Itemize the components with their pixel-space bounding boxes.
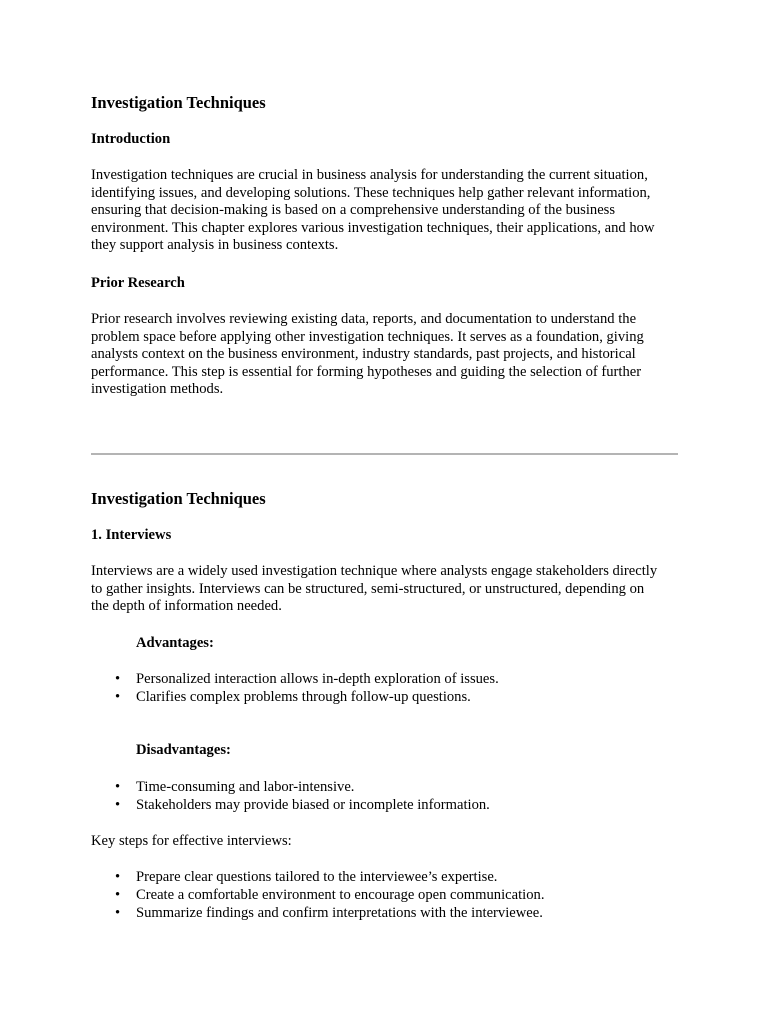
introduction-heading: Introduction [91,131,171,147]
section-title: Investigation Techniques [91,93,266,112]
prior-research-heading: Prior Research [91,275,185,291]
paragraph-line: to gather insights. Interviews can be structured, semi-structured, or unstructured, depending on [91,580,645,597]
section-title: Investigation Techniques [91,489,266,508]
prior-research-paragraph [91,311,681,399]
bullet-icon: • [115,779,121,795]
introduction-paragraph [91,167,681,255]
bullet-icon: • [115,688,121,705]
list-item: • Create a comfortable environment to encourage open communication. [115,886,545,903]
paragraph-line: the depth of information needed. [91,598,282,615]
list-item: • Stakeholders may provide biased or incomplete information. [115,796,490,813]
bullet-icon: • [115,671,121,687]
paragraph-line: environment. This chapter explores various investigation techniques, their applications, and how [91,219,655,236]
list-item: • Summarize findings and confirm interpretations with the interviewee. [115,904,543,921]
paragraph-line: they support analysis in business contexts. [91,237,339,254]
list-item: • Prepare clear questions tailored to the interviewee’s expertise. [115,869,498,885]
interviews-paragraph [91,563,681,616]
key-steps-intro: Key steps for effective interviews: [91,833,292,849]
horizontal-divider [91,453,678,455]
paragraph-line: problem space before applying other investigation techniques. It serves as a foundation, giving [91,328,644,345]
paragraph-line: identifying issues, and developing solutions. These techniques help gather relevant information, [91,184,651,201]
list-item: • Personalized interaction allows in-depth exploration of issues. [115,671,499,687]
bullet-icon: • [115,869,121,885]
interviews-heading: 1. Interviews [91,527,172,543]
paragraph-line: Investigation techniques are crucial in business analysis for understanding the current situation, [91,167,648,183]
list-item: • Time-consuming and labor-intensive. [115,779,355,795]
bullet-icon: • [115,904,121,921]
paragraph-line: investigation methods. [91,381,224,398]
key-steps-list [91,869,681,922]
advantages-heading: Advantages: [136,635,214,651]
paragraph-line: Prior research involves reviewing existing data, reports, and documentation to understand the [91,311,637,327]
paragraph-line: Interviews are a widely used investigation technique where analysts engage stakeholders directly [91,563,658,579]
paragraph-line: analysts context on the business environment, industry standards, past projects, and historical [91,346,636,363]
disadvantages-list [91,779,681,815]
list-item: • Clarifies complex problems through follow-up questions. [115,688,471,705]
bullet-icon: • [115,886,121,903]
disadvantages-heading: Disadvantages: [136,742,231,758]
advantages-list [91,671,681,707]
paragraph-line: performance. This step is essential for forming hypotheses and guiding the selection of further [91,363,642,380]
bullet-icon: • [115,796,121,813]
paragraph-line: ensuring that decision-making is based on a comprehensive understanding of the business [91,202,616,219]
